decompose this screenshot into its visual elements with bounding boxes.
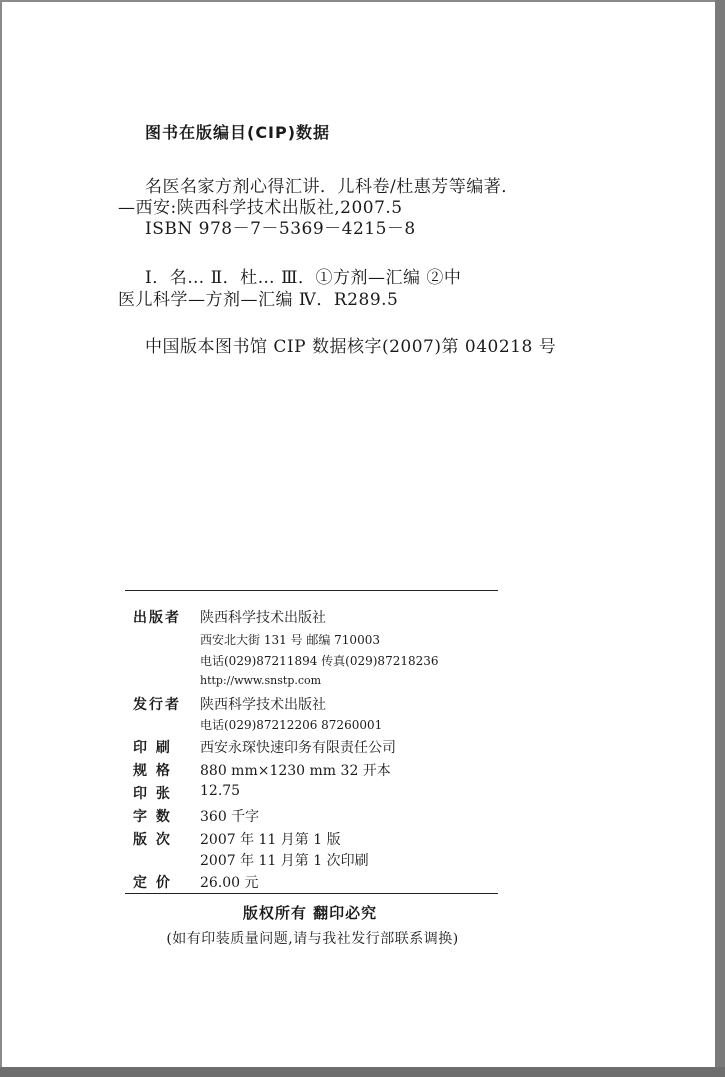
- copyright-notice: 版权所有 翻印必究: [242, 904, 378, 922]
- printing-value: 2007 年 11 月第 1 次印刷: [200, 853, 369, 869]
- scan-border-bottom: [0, 1067, 725, 1077]
- divider-top: [125, 590, 498, 591]
- publisher-url: http://www.snstp.com: [200, 674, 322, 687]
- sheets-value: 12.75: [200, 783, 241, 799]
- distributor-label: 发行者: [133, 697, 181, 713]
- printer-label: 印 刷: [133, 740, 172, 756]
- scan-border-top: [0, 0, 725, 2]
- format-label: 规 格: [133, 763, 172, 779]
- distributor-name: 陕西科学技术出版社: [200, 697, 326, 713]
- cip-line-data-number: 中国版本图书馆 CIP 数据核字(2007)第 040218 号: [145, 337, 557, 357]
- cip-line-title: 名医名家方剂心得汇讲．儿科卷/杜惠芳等编著．: [145, 177, 519, 197]
- sheets-label: 印 张: [133, 786, 172, 802]
- cip-title: 图书在版编目(CIP)数据: [145, 123, 331, 142]
- format-value: 880 mm×1230 mm 32 开本: [200, 763, 391, 779]
- copyright-note: (如有印装质量问题,请与我社发行部联系调换): [166, 931, 459, 947]
- price-value: 26.00 元: [200, 875, 259, 891]
- printer-value: 西安永琛快速印务有限责任公司: [200, 740, 396, 756]
- publisher-phone: 电话(029)87211894 传真(029)87218236: [200, 654, 439, 668]
- publisher-address: 西安北大街 131 号 邮编 710003: [200, 633, 380, 647]
- cip-line-classification: Ⅰ．名… Ⅱ．杜… Ⅲ．①方剂—汇编 ②中: [145, 268, 462, 288]
- scan-border-right: [715, 0, 725, 1077]
- cip-line-publisher: —西安:陕西科学技术出版社,2007.5: [118, 198, 403, 218]
- publisher-name: 陕西科学技术出版社: [200, 610, 326, 626]
- distributor-phone: 电话(029)87212206 87260001: [200, 718, 383, 732]
- edition-value: 2007 年 11 月第 1 版: [200, 832, 341, 848]
- publisher-label: 出版者: [133, 610, 181, 626]
- edition-label: 版 次: [133, 832, 172, 848]
- price-label: 定 价: [133, 875, 172, 891]
- words-value: 360 千字: [200, 809, 260, 825]
- words-label: 字 数: [133, 809, 172, 825]
- cip-line-classification-cont: 医儿科学—方剂—汇编 Ⅳ．R289.5: [118, 290, 399, 310]
- cip-line-isbn: ISBN 978－7－5369－4215－8: [145, 219, 416, 239]
- divider-bottom: [125, 893, 498, 894]
